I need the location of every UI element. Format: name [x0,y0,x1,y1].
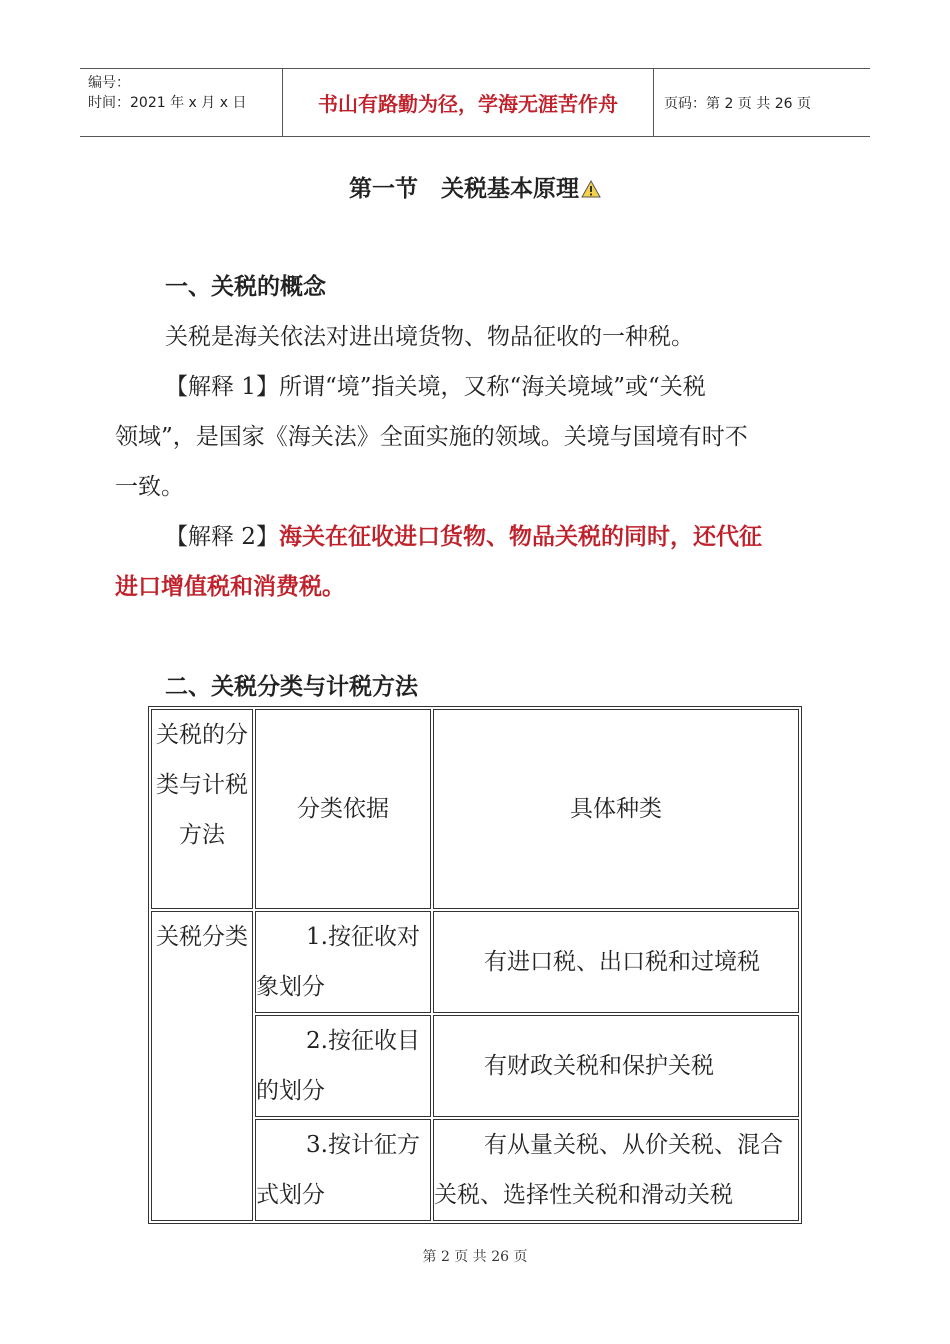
explanation-1-line-3: 一致。 [115,474,184,500]
table-basis-cell: 1.按征收对象划分 [255,911,431,1013]
tariff-definition: 关税是海关依法对进出境货物、物品征收的一种税。 [165,324,694,350]
table-category-cell: 关税分类 [151,911,253,1221]
heading-tariff-classification: 二、关税分类与计税方法 [165,673,418,700]
explanation-1-line-2: 领域”，是国家《海关法》全面实施的领域。关境与国境有时不 [115,424,748,450]
table-header-row [151,709,799,909]
header-meta [80,69,282,136]
table-basis-cell: 3.按计征方式划分 [255,1119,431,1221]
explanation-2-line-1 [165,518,762,551]
header-motto: 书山有路勤为径，学海无涯苦作舟 [282,69,654,136]
table-header-cell: 分类依据 [255,709,431,909]
page-header [80,68,870,137]
table-row [151,911,799,1013]
table-types-cell: 有进口税、出口税和过境税 [433,911,799,1013]
table-types-cell: 有财政关税和保护关税 [433,1015,799,1117]
warning-icon [581,180,601,198]
document-number-label: 编号： [88,75,130,91]
explanation-2-highlight-1: 海关在征收进口货物、物品关税的同时，还代征 [278,523,762,550]
section-title [0,170,950,203]
table-header-cell: 具体种类 [433,709,799,909]
section-title-text: 第一节 关税基本原理 [349,175,579,202]
heading-tariff-concept: 一、关税的概念 [165,273,326,300]
explanation-2-highlight-2: 进口增值税和消费税。 [115,573,345,600]
table-types-cell: 有从量关税、从价关税、混合关税、选择性关税和滑动关税 [433,1119,799,1221]
tariff-classification-table [148,706,802,1224]
document-date-label: 时间：2021 年 x 月 x 日 [88,95,247,111]
table-basis-cell: 2.按征收目的划分 [255,1015,431,1117]
page-footer: 第 2 页 共 26 页 [422,1249,528,1265]
explanation-2-label: 【解释 2】 [165,524,279,550]
explanation-1-line-1: 【解释 1】所谓“境”指关境，又称“海关境域”或“关税 [165,374,706,400]
table-header-cell: 关税的分类与计税方法 [151,709,253,909]
header-page-code: 页码：第 2 页 共 26 页 [664,95,811,112]
